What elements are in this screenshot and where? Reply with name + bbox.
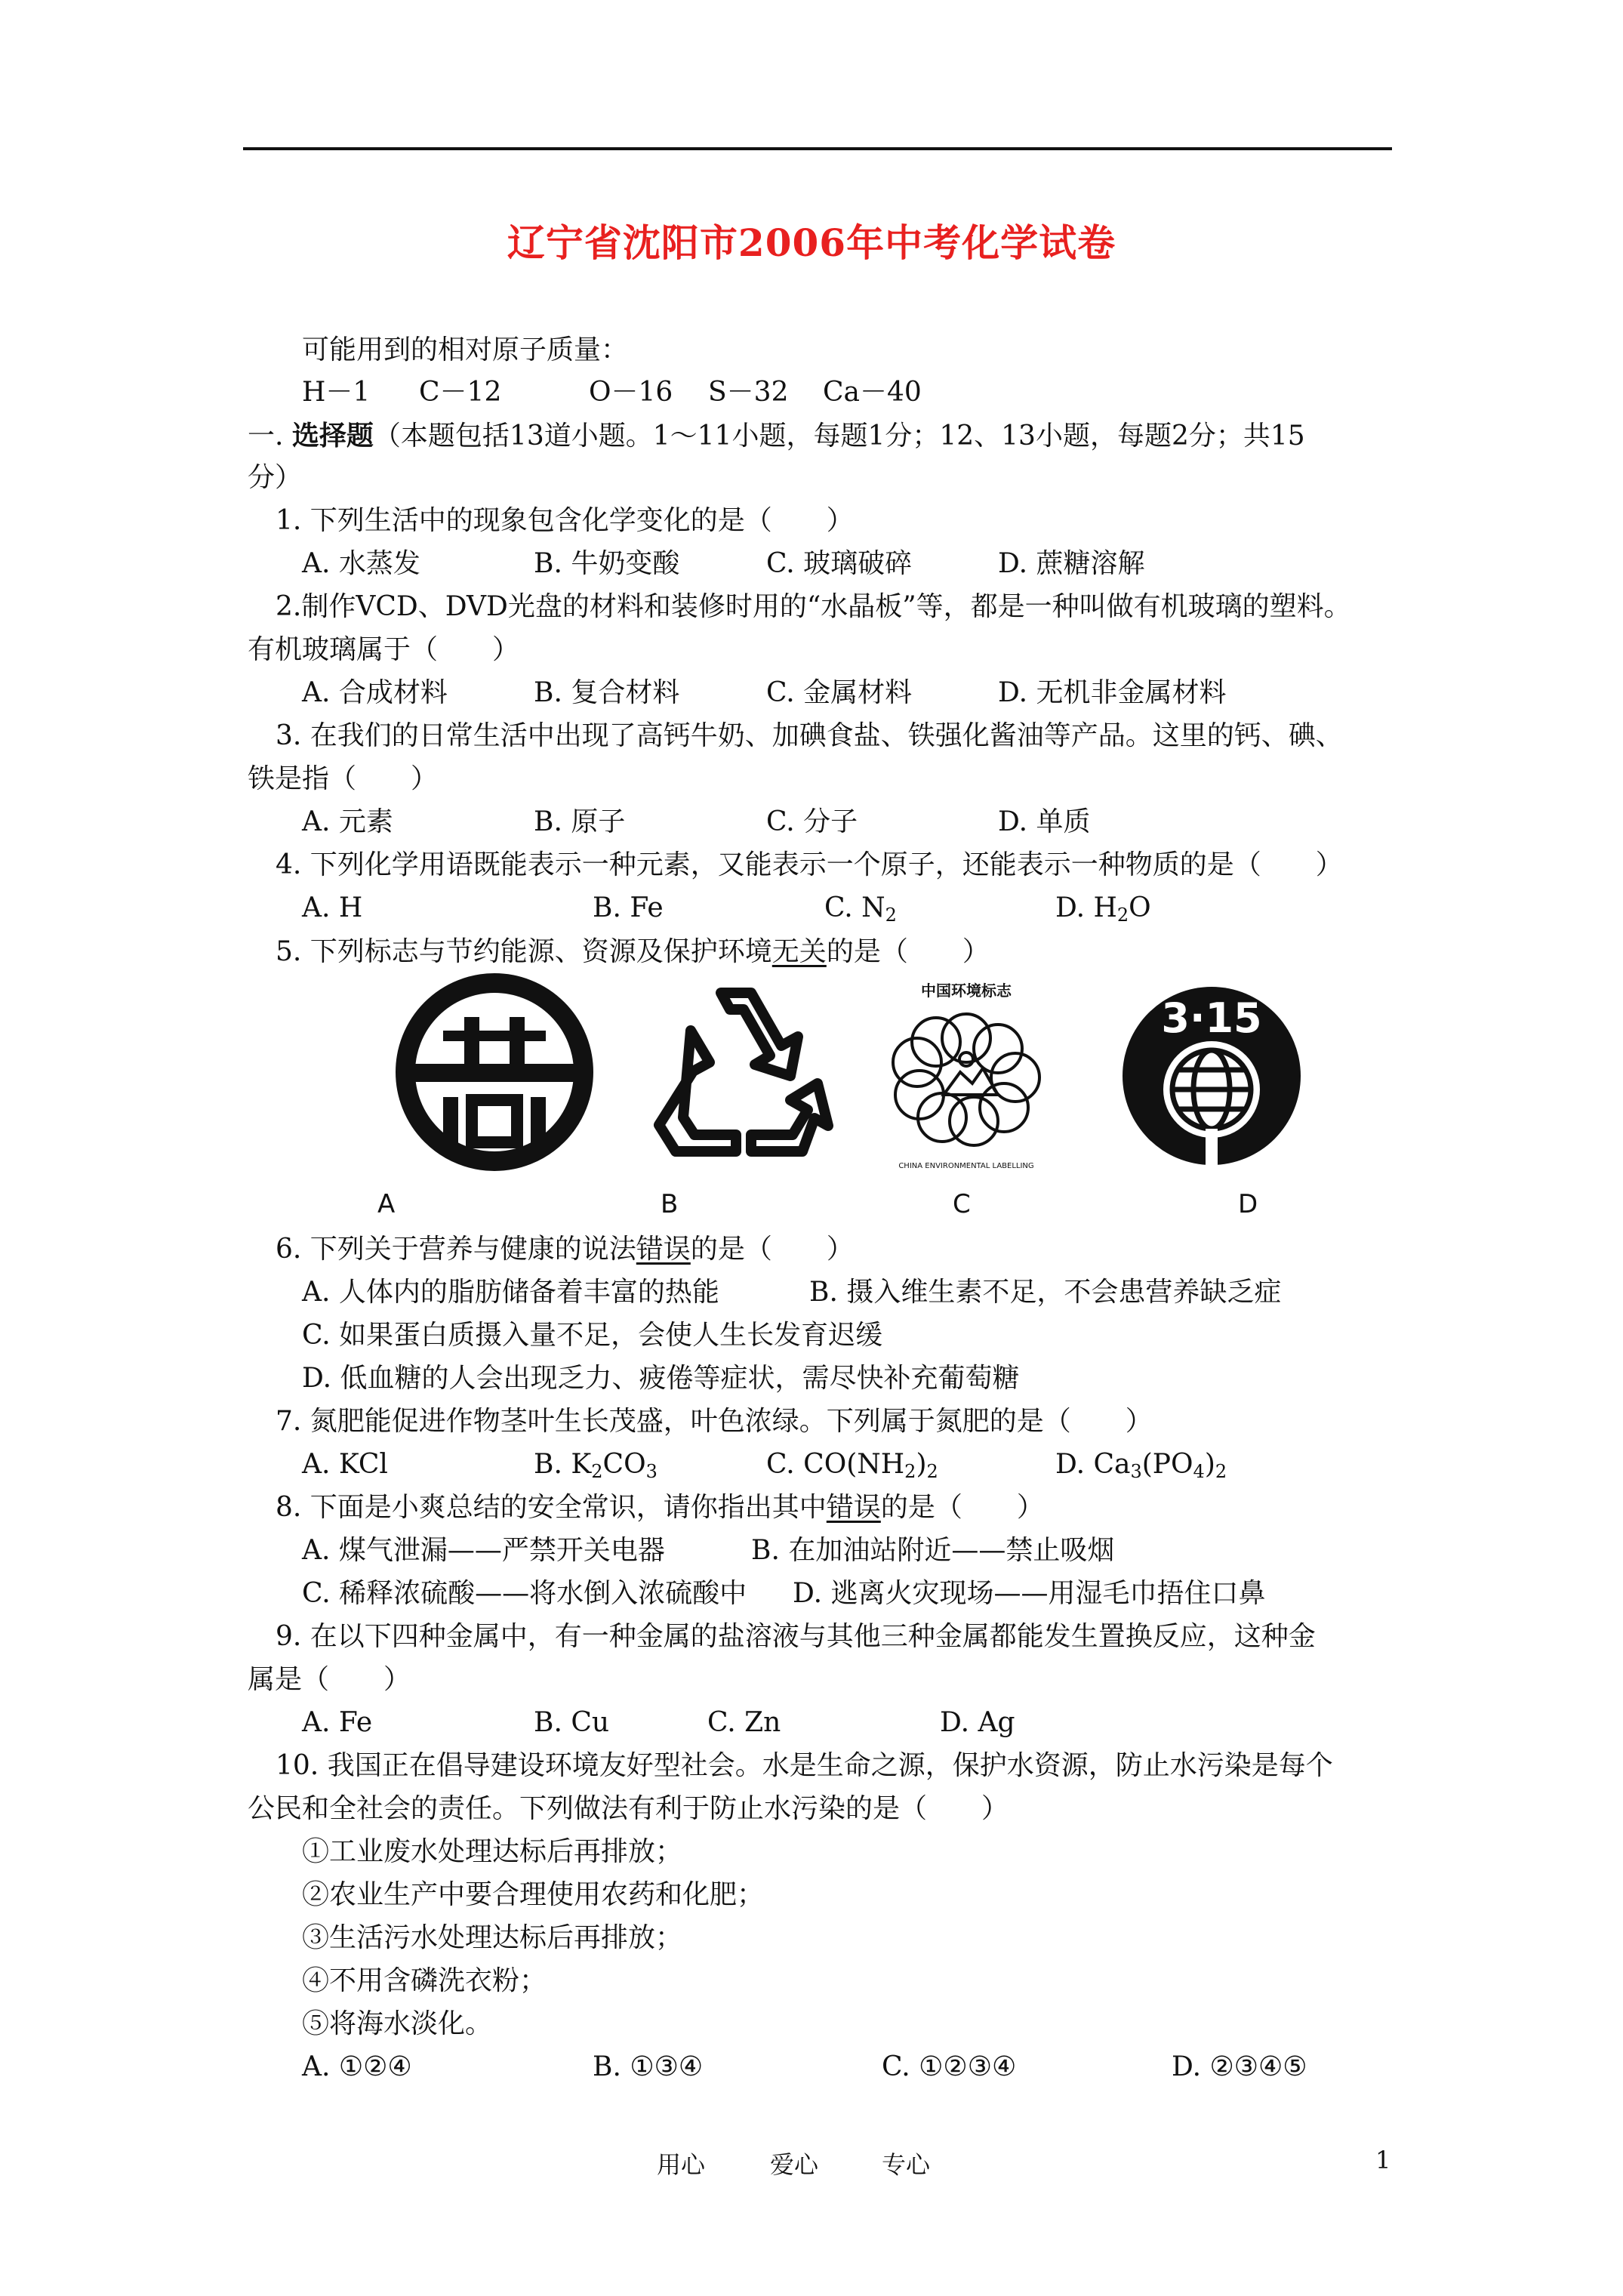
q1-option-c: C. 玻璃破碎 bbox=[766, 548, 913, 579]
q10-option-d: D. ②③④⑤ bbox=[1172, 2051, 1307, 2082]
q10-item-5: ⑤将海水淡化。 bbox=[302, 2008, 493, 2039]
q1-option-a: A. 水蒸发 bbox=[302, 548, 420, 579]
q8-option-c: C. 稀释浓硫酸——将水倒入浓硫酸中 bbox=[302, 1578, 747, 1609]
svg-text:中国环境标志: 中国环境标志 bbox=[921, 982, 1012, 1000]
q10-item-4: ④不用含磷洗衣粉； bbox=[302, 1965, 547, 1996]
page-number: 1 bbox=[1375, 2146, 1391, 2174]
mass-ca: Ca－40 bbox=[823, 377, 922, 408]
q3-option-b: B. 原子 bbox=[534, 806, 626, 837]
q3-option-d: D. 单质 bbox=[998, 806, 1091, 837]
logo-label-a: A bbox=[377, 1189, 396, 1219]
footer-word-3: 专心 bbox=[882, 2150, 931, 2179]
q3-option-a: A. 元素 bbox=[302, 806, 393, 837]
q7-option-b: B. $K_2CO_3$ bbox=[534, 1449, 658, 1482]
q6-underline: 错误 bbox=[636, 1234, 691, 1265]
q10-item-3: ③生活污水处理达标后再排放； bbox=[302, 1922, 683, 1953]
q10-stem: 10. 我国正在倡导建设环境友好型社会。水是生命之源，保护水资源，防止水污染是每个 bbox=[276, 1750, 1333, 1781]
mass-c: C－12 bbox=[419, 377, 502, 408]
logo-label-c: C bbox=[953, 1189, 971, 1219]
q10-option-a: A. ①②④ bbox=[302, 2051, 412, 2082]
q9-option-b: B. Cu bbox=[534, 1707, 610, 1738]
q10-item-2: ②农业生产中要合理使用农药和化肥； bbox=[302, 1879, 765, 1910]
q7-option-c: C. $CO(NH_2)_2$ bbox=[766, 1449, 938, 1482]
environmental-label-logo-icon bbox=[861, 970, 1072, 1174]
recycle-logo-icon bbox=[630, 970, 842, 1174]
q4-option-d: D. $H_2O$ bbox=[1055, 892, 1151, 926]
q5-stem: 5. 下列标志与节约能源、资源及保护环境无关的是（ ） bbox=[276, 936, 990, 967]
q6-stem: 6. 下列关于营养与健康的说法错误的是（ ） bbox=[276, 1234, 854, 1265]
q1-stem: 1. 下列生活中的现象包含化学变化的是（ ） bbox=[276, 505, 854, 536]
section-name: 选择题 bbox=[291, 420, 374, 451]
mass-s: S－32 bbox=[708, 377, 789, 408]
q10-option-c: C. ①②③④ bbox=[882, 2051, 1017, 2082]
footer-word-2: 爱心 bbox=[770, 2150, 819, 2179]
section-desc-cont: 分） bbox=[248, 462, 303, 493]
q3-stem-cont: 铁是指（ ） bbox=[248, 763, 439, 794]
q8-underline: 错误 bbox=[826, 1492, 881, 1523]
consumer-rights-logo-icon bbox=[1106, 970, 1317, 1174]
q4-option-c: C. $N_2$ bbox=[824, 892, 897, 926]
svg-text:3·15: 3·15 bbox=[1161, 994, 1262, 1042]
q4-stem: 4. 下列化学用语既能表示一种元素，又能表示一个原子，还能表示一种物质的是（ ） bbox=[276, 849, 1343, 880]
header-rule bbox=[243, 147, 1392, 150]
mass-o: O－16 bbox=[589, 377, 673, 408]
q2-option-d: D. 无机非金属材料 bbox=[998, 677, 1227, 708]
q7-option-d: D. $Ca_3(PO_4)_2$ bbox=[1055, 1449, 1227, 1482]
q2-option-c: C. 金属材料 bbox=[766, 677, 913, 708]
q9-stem: 9. 在以下四种金属中，有一种金属的盐溶液与其他三种金属都能发生置换反应，这种金 bbox=[276, 1621, 1316, 1652]
page-title: 辽宁省沈阳市2006年中考化学试卷 bbox=[507, 220, 1116, 265]
logo-row bbox=[377, 970, 1374, 1231]
q8-option-b: B. 在加油站附近——禁止吸烟 bbox=[751, 1535, 1115, 1566]
q7-option-a: A. KCl bbox=[302, 1449, 388, 1480]
section-desc: （本题包括13道小题。1～11小题，每题1分；12、13小题，每题2分；共15 bbox=[373, 421, 1305, 451]
atomic-mass-label: 可能用到的相对原子质量： bbox=[302, 334, 629, 365]
q2-option-a: A. 合成材料 bbox=[302, 677, 448, 708]
q2-stem: 2.制作VCD、DVD光盘的材料和装修时用的“水晶板”等，都是一种叫做有机玻璃的塑料。 bbox=[276, 591, 1351, 622]
mass-h: H－1 bbox=[302, 377, 371, 408]
q3-stem: 3. 在我们的日常生活中出现了高钙牛奶、加碘食盐、铁强化酱油等产品。这里的钙、碘、 bbox=[276, 720, 1343, 751]
q9-stem-cont: 属是（ ） bbox=[248, 1664, 411, 1695]
q6-option-a: A. 人体内的脂肪储备着丰富的热能 bbox=[302, 1277, 719, 1308]
q10-option-b: B. ①③④ bbox=[593, 2051, 704, 2082]
q6-option-b: B. 摄入维生素不足，不会患营养缺乏症 bbox=[809, 1277, 1282, 1308]
q8-stem: 8. 下面是小爽总结的安全常识，请你指出其中错误的是（ ） bbox=[276, 1492, 1044, 1523]
q5-underline: 无关 bbox=[771, 936, 827, 967]
q10-stem-cont: 公民和全社会的责任。下列做法有利于防止水污染的是（ ） bbox=[248, 1793, 1009, 1824]
footer-word-1: 用心 bbox=[657, 2150, 706, 2179]
q1-option-d: D. 蔗糖溶解 bbox=[998, 548, 1145, 579]
q1-option-b: B. 牛奶变酸 bbox=[534, 548, 680, 579]
section-number: 一. bbox=[248, 421, 284, 451]
q10-item-1: ①工业废水处理达标后再排放； bbox=[302, 1836, 683, 1867]
energy-saving-logo-icon bbox=[389, 970, 600, 1174]
logo-label-d: D bbox=[1238, 1189, 1258, 1219]
svg-text:CHINA ENVIRONMENTAL LABELLING: CHINA ENVIRONMENTAL LABELLING bbox=[898, 1162, 1034, 1170]
q2-option-b: B. 复合材料 bbox=[534, 677, 680, 708]
q7-stem: 7. 氮肥能促进作物茎叶生长茂盛，叶色浓绿。下列属于氮肥的是（ ） bbox=[276, 1406, 1153, 1437]
q9-option-c: C. Zn bbox=[707, 1707, 781, 1738]
q4-option-a: A. H bbox=[302, 892, 363, 923]
q8-option-a: A. 煤气泄漏——严禁开关电器 bbox=[302, 1535, 665, 1566]
logo-label-b: B bbox=[661, 1189, 679, 1219]
q9-option-a: A. Fe bbox=[302, 1707, 373, 1738]
q8-option-d: D. 逃离火灾现场——用湿毛巾捂住口鼻 bbox=[793, 1578, 1266, 1609]
q6-option-c: C. 如果蛋白质摄入量不足，会使人生长发育迟缓 bbox=[302, 1320, 883, 1351]
q9-option-d: D. Ag bbox=[940, 1707, 1015, 1738]
q3-option-c: C. 分子 bbox=[766, 806, 858, 837]
q4-option-b: B. Fe bbox=[593, 892, 664, 923]
q6-option-d: D. 低血糖的人会出现乏力、疲倦等症状，需尽快补充葡萄糖 bbox=[302, 1363, 1020, 1394]
q2-stem-cont: 有机玻璃属于（ ） bbox=[248, 634, 520, 665]
section-heading bbox=[248, 418, 1305, 454]
